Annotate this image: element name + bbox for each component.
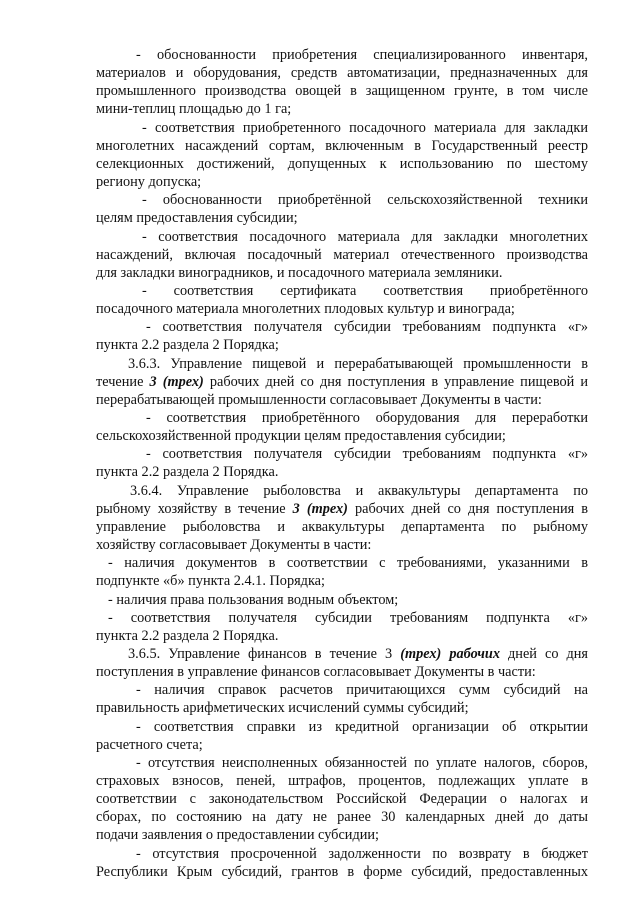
text-line: - соответствия справки из кредитной организации об открытии	[136, 718, 588, 735]
text-segment: течение	[96, 373, 150, 390]
text-line: подачи заявления о предоставлении субсидии;	[96, 827, 379, 844]
text-line: пункта 2.2 раздела 2 Порядка.	[96, 464, 279, 481]
text-line: селекционных достижений, допущенных к использованию по шестому	[96, 155, 588, 172]
text-line: сборах, по состоянию на дату не ранее 30 календарных дней до даты	[96, 809, 588, 826]
text-line: - отсутствия просроченной задолженности по возврату в бюджет	[136, 845, 588, 862]
text-line: промышленного производства овощей в защищенном грунте, в том числе	[96, 83, 588, 100]
text-line: - отсутствия неисполненных обязанностей по уплате налогов, сборов,	[136, 754, 588, 771]
text-line: перерабатывающей промышленности согласовывает Документы в части:	[96, 391, 542, 408]
text-line: насаждений, включая посадочный материал отечественного производства	[96, 246, 588, 263]
text-segment: рыбному хозяйству в течение	[96, 500, 293, 517]
emphasis-text: 3 (трех)	[292, 500, 348, 517]
text-line: материалов и оборудования, средств автоматизации, предназначенных для	[96, 65, 588, 82]
text-line: соответствии с законодательством Российской Федерации о налогах и	[96, 791, 588, 808]
text-line: - наличия документов в соответствии с требованиями, указанними в	[108, 555, 588, 572]
text-line: правильность арифметических исчислений суммы субсидий;	[96, 700, 469, 717]
text-line: 3.6.3. Управление пищевой и перерабатывающей промышленности в	[128, 355, 588, 372]
text-line: - наличия справок расчетов причитающихся сумм субсидий на	[136, 682, 588, 699]
text-line: - обоснованности приобретённой сельскохозяйственной техники	[142, 192, 588, 209]
text-segment: 3.6.5. Управление финансов в течение 3	[128, 645, 401, 662]
text-line: - соответствия получателя субсидии требованиям подпункта «г»	[108, 609, 588, 626]
text-line: сельскохозяйственной продукции целям предоставления субсидии;	[96, 428, 506, 445]
text-line: мини-теплиц площадью до 1 га;	[96, 101, 292, 118]
text-line	[96, 373, 588, 391]
emphasis-text: 3 (трех)	[149, 373, 204, 390]
text-line	[96, 500, 588, 518]
emphasis-text: (трех) рабочих	[400, 645, 500, 662]
text-line: управление рыболовства и аквакультуры департамента по рыбному	[96, 518, 588, 535]
text-line: - обоснованности приобретения специализированного инвентаря,	[136, 47, 588, 63]
text-line: 3.6.4. Управление рыболовства и аквакультуры департамента по	[130, 482, 588, 499]
text-line: для закладки виноградников, и посадочного материала земляники.	[96, 264, 503, 281]
text-segment: рабочих дней со дня поступления в управление пищевой и	[203, 373, 588, 390]
text-line: пункта 2.2 раздела 2 Порядка;	[96, 337, 279, 354]
text-line: целям предоставления субсидии;	[96, 210, 298, 227]
text-line: - соответствия посадочного материала для закладки многолетних	[142, 228, 588, 245]
text-line: поступления в управление финансов согласовывает Документы в части:	[96, 664, 536, 681]
text-line	[128, 645, 588, 663]
text-line: многолетних насаждений сортам, включенным в Государственный реестр	[96, 137, 588, 154]
text-line: региону допуска;	[96, 174, 202, 191]
text-line: посадочного материала многолетних плодовых культур и винограда;	[96, 301, 515, 318]
text-line: - соответствия приобретенного посадочного материала для закладки	[142, 119, 588, 136]
text-line: подпункте «б» пункта 2.4.1. Порядка;	[96, 573, 325, 590]
text-segment: рабочих дней со дня поступления в	[347, 500, 588, 517]
text-line: - наличия права пользования водным объектом;	[108, 591, 399, 608]
text-line: - соответствия получателя субсидии требованиям подпункта «г»	[146, 446, 588, 463]
text-line: - соответствия приобретённого оборудования для переработки	[146, 410, 588, 426]
text-line: расчетного счета;	[96, 736, 203, 753]
text-line: - соответствия получателя субсидии требованиям подпункта «г»	[146, 319, 588, 336]
text-line: хозяйству согласовывает Документы в части:	[96, 537, 372, 554]
text-line: - соответствия сертификата соответствия приобретённого	[142, 282, 588, 299]
text-line: пункта 2.2 раздела 2 Порядка.	[96, 627, 279, 644]
text-line: Республики Крым субсидий, грантов в форме субсидий, предоставленных	[96, 863, 588, 880]
text-line: страховых взносов, пеней, штрафов, процентов, подлежащих уплате в	[96, 773, 588, 789]
text-segment: дней со дня	[499, 645, 589, 662]
